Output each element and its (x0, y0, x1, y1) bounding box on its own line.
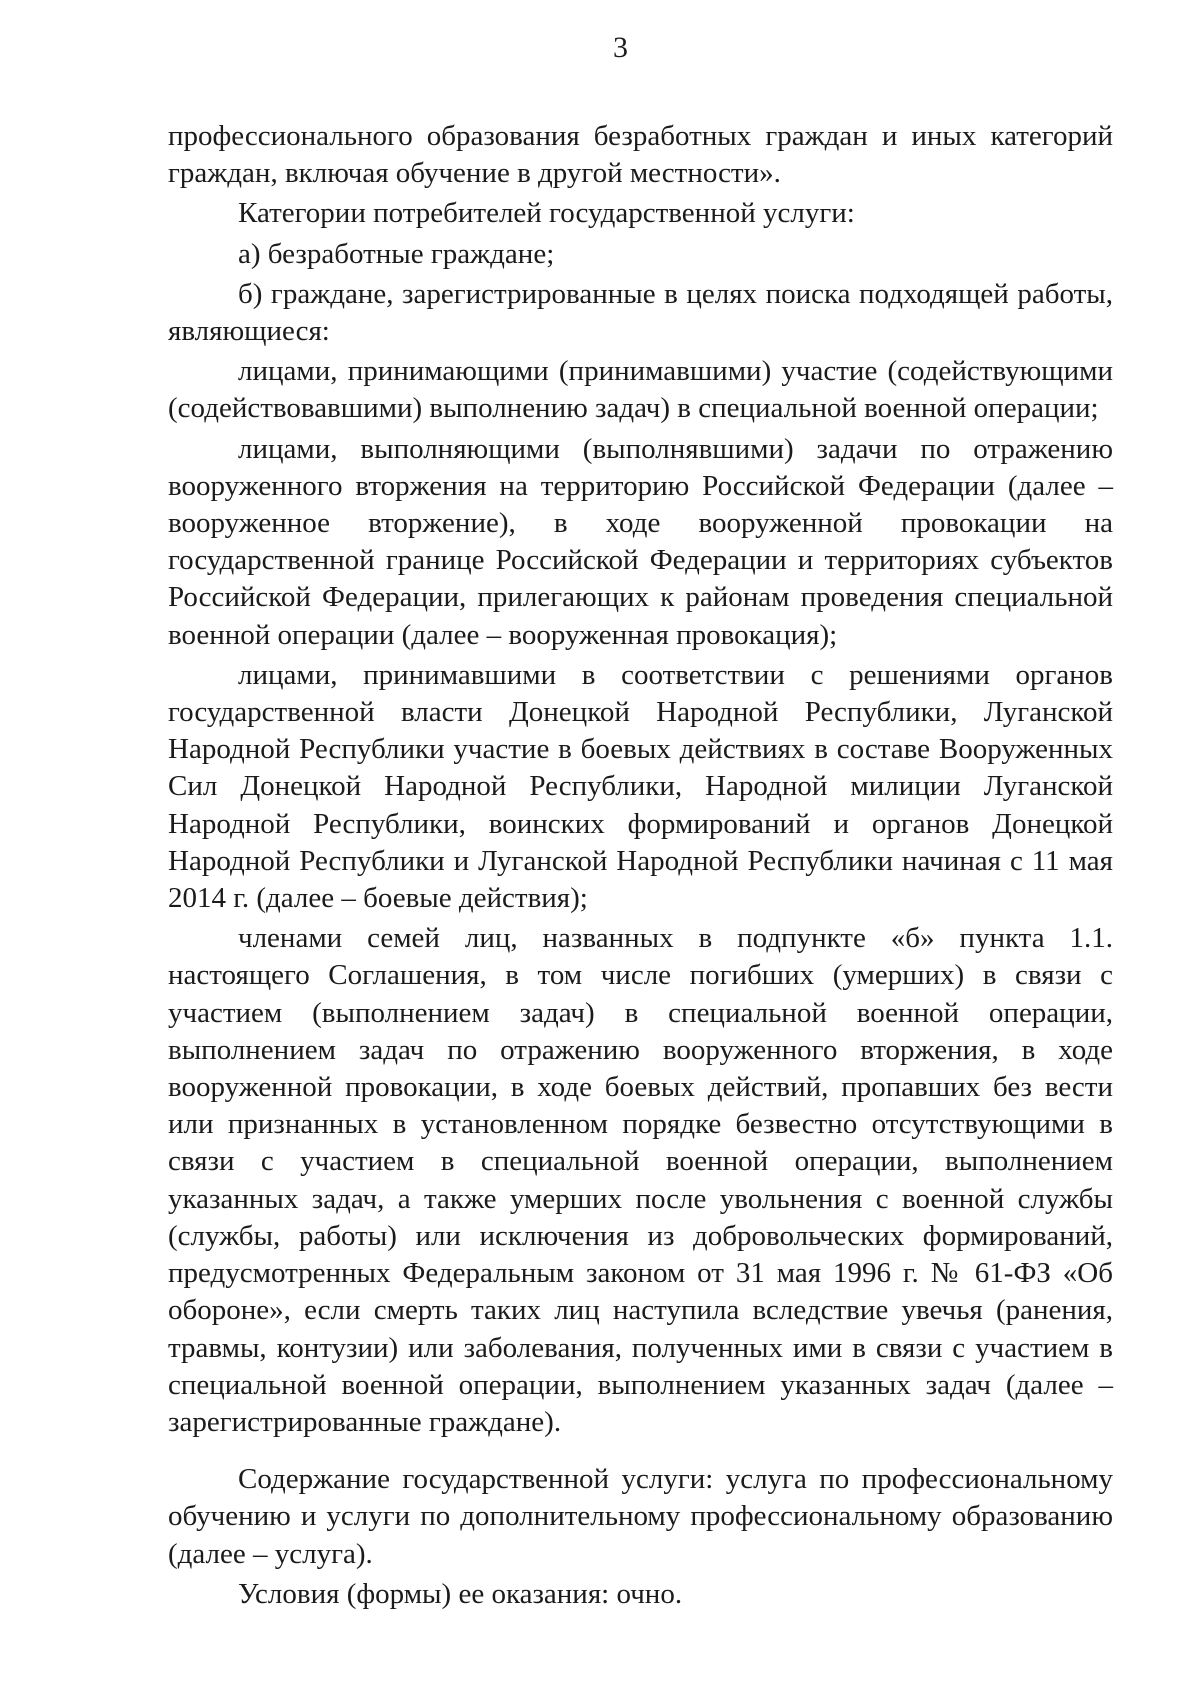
document-body (168, 118, 1113, 1613)
page-number: 3 (613, 31, 628, 64)
paragraph-item-b: б) граждане, зарегистрированные в целях поиска подходящей работы, являющиеся: (168, 277, 1113, 348)
paragraph-consumer-categories-heading: Категории потребителей государственной услуги: (238, 197, 855, 230)
paragraph-svo-participants: лицами, принимающими (принимавшими) участие (содействующими (содействовавшими) выполнению задач) в специальной военной операции; (168, 355, 1113, 425)
paragraph-service-content: Содержание государственной услуги: услуга по профессиональному обучению и услуги по дополнительному профессиональному образованию (далее – услуга). (168, 1463, 1113, 1570)
paragraph-continuation: профессионального образования безработных граждан и иных категорий граждан, включая обучение в другой местности». (168, 120, 1113, 190)
paragraph-service-conditions: Условия (формы) ее оказания: очно. (238, 1577, 683, 1610)
paragraph-dnr-lnr-participants: лицами, принимавшими в соответствии с решениями органов государственной власти Донецкой Народной Республики, Луганской Народной Республики участие в боевых действиях в составе Вооруженных Сил Донецкой Народной Республики, Народной милиции Луганской Народной Республики, воинских формирований и органов Донецкой Народной Республики и Луганской Народной Республики начиная с 11 мая 2014 г. (далее – боевые действия); (168, 658, 1113, 915)
paragraph-family-members: членами семей лиц, названных в подпункте «б» пункта 1.1. настоящего Соглашения, в том числе погибших (умерших) в связи с участием (выполнением задач) в специальной военной операции, выполнением задач по отражению вооруженного вторжения, в ходе вооруженной провокации, в ходе боевых действий, пропавших без вести или признанных в установленном порядке безвестно отсутствующими в связи с участием в специальной военной операции, выполнением указанных задач, а также умерших после увольнения с военной службы (службы, работы) или исключения из добровольческих формирований, предусмотренных Федеральным законом от 31 мая 1996 г. № 61-ФЗ «Об обороне», если смерть таких лиц наступила вследствие увечья (ранения, травмы, контузии) или заболевания, полученных ими в связи с участием в специальной военной операции, выполнением указанных задач (далее – зарегистрированные граждане). (168, 922, 1113, 1438)
paragraph-item-a: а) безработные граждане; (238, 237, 555, 270)
paragraph-armed-invasion: лицами, выполняющими (выполнявшими) задачи по отражению вооруженного вторжения на территорию Российской Федерации (далее – вооруженное вторжение), в ходе вооруженной провокации на государственной границе Российской Федерации и территориях субъектов Российской Федерации, прилегающих к районам проведения специальной военной операции (далее – вооруженная провокация); (168, 432, 1113, 651)
